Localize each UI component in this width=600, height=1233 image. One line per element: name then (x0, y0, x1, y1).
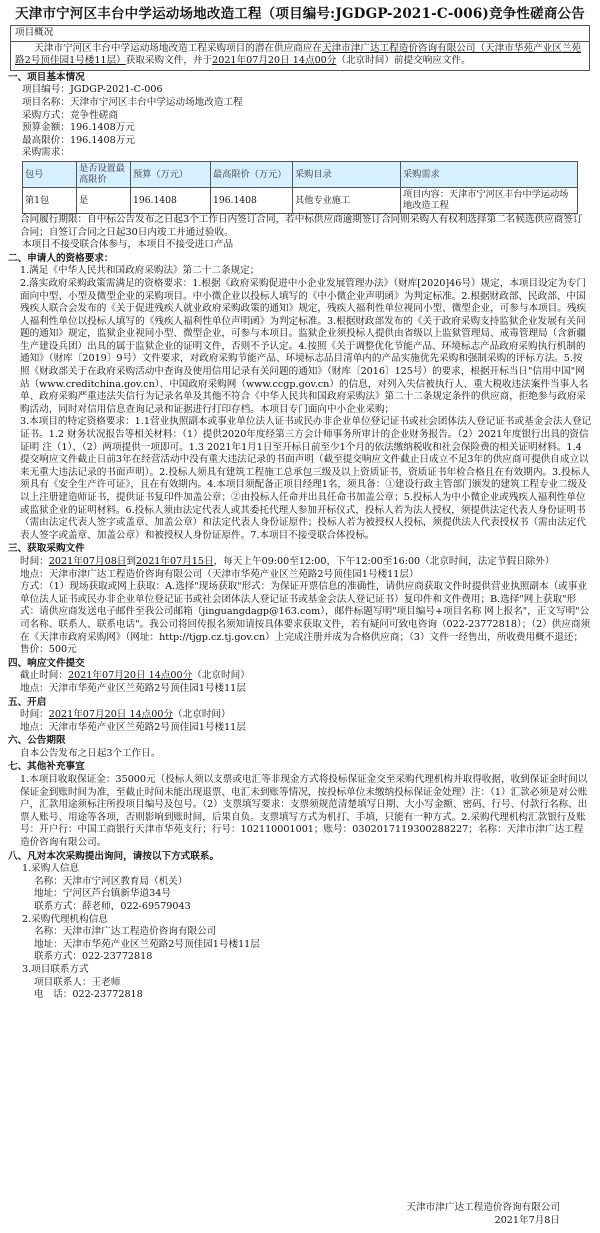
s1-line: 项目名称：天津市宁河区丰台中学运动场地改造工程 (22, 96, 243, 108)
s7-text: 1.本项目收取保证金：35000元（投标人须以支票或电汇等非现金方式将投标保证金交至采购代理机构并取得收据，收到保证金时间以保证金到账时间为准，至截止时间未能出现退票、电汇未到账等情况，按投标单位未缴纳投标保证金处理）注：（1）汇款必须是对公账户，汇款用途须标注所投项目编号及包号。（2）支票填写要求：支票须规范清楚填写日期、大小写金额、密码、行号、付款行名称、出票人账号、用途等各项，否则影响到账时间，后果自负。支票填写方式为机打、手填，只能有一种方式。2.采购代理机构汇款银行及账号：开户行：中国工商银行天津市华苑支行；行号：102110001001；账号：0302017119300288227；名称：天津市津广达工程造价咨询有限公司。 (20, 774, 588, 849)
overview-box (10, 25, 590, 71)
contact-line: 名称：天津市津广达工程造价咨询有限公司 (34, 926, 217, 938)
s4-deadline-suffix: （北京时间） (192, 670, 250, 682)
contact-line: 2.采购代理机构信息 (22, 913, 108, 925)
signature-org: 天津市津广达工程造价咨询有限公司 (406, 1202, 560, 1213)
table-header: 是否设置最高限价 (77, 161, 131, 187)
s1-line: 项目编号：JGDGP-2021-C-006 (22, 84, 163, 96)
section-5-heading: 五、开启 (8, 696, 47, 708)
s3-price: 售价：500元 (20, 644, 77, 656)
section-8-heading: 八、凡对本次采购提出询问，请按以下方式联系。 (8, 850, 220, 862)
s3-time (8, 556, 592, 569)
section-4-heading: 四、响应文件提交 (8, 657, 85, 669)
contact-line: 项目联系人：王老师 (34, 976, 121, 988)
table-header: 预算（万元） (131, 161, 211, 187)
s3-date-to: 2021年07月15日 (136, 555, 214, 567)
s4-deadline (8, 670, 592, 683)
s3-time-prefix: 时间： (20, 555, 49, 567)
overview-text-c: （北京时间）前提交响应文件。 (336, 55, 471, 67)
page-title: 天津市宁河区丰台中学运动场地改造工程（项目编号:JGDGP-2021-C-006)竞争性磋商公告 (15, 6, 585, 22)
s6-text: 自本公告发布之日起3个工作日。 (20, 747, 161, 759)
contact-line: 地址：宁河区芦台镇新华道34号 (34, 888, 171, 900)
table-cell: 第1包 (23, 187, 77, 213)
table-header: 最高限价（万元） (211, 161, 293, 187)
contact-line: 电 话：022-23772818 (34, 989, 143, 1001)
s4-deadline-value: 2021年07月20日 14点00分 (67, 670, 193, 682)
s5-time (8, 709, 592, 722)
contact-line: 3.项目联系方式 (22, 963, 89, 975)
s2-p1: 1.满足《中华人民共和国政府采购法》第二十二条规定； (20, 265, 260, 277)
contact-line: 名称：天津市宁河区教育局（机关） (34, 875, 188, 887)
section-3-heading: 三、获取采购文件 (8, 543, 85, 555)
signature-block (407, 1201, 561, 1227)
section-7-heading: 七、其他补充事宜 (8, 761, 85, 773)
section-6-heading: 六、公告期限 (8, 735, 66, 747)
overview-text-b: 获取采购文件，并于 (125, 55, 213, 67)
s3-place: 地点：天津市津广达工程造价咨询有限公司（天津市华苑产业区兰苑路2号顶佳园1号楼11层） (20, 568, 419, 580)
s5-place: 地点：天津市华苑产业区兰苑路2号顶佳园1号楼11层 (20, 721, 246, 733)
s4-place: 地点：天津市华苑产业区兰苑路2号顶佳园1号楼11层 (20, 682, 246, 694)
s1-after: 合同履行期限：自中标公告发布之日起3个工作日内签订合同，若中标供应商逾期签订合同则采购人有权利选择第二名候选供应商签订合同；自签订合同之日起30日内竣工并通过验收。 (20, 213, 583, 238)
s1-line: 采购方式：竞争性磋商 (22, 109, 118, 121)
contact-line: 地址：天津市华苑产业区兰苑路2号顶佳园1号楼11层 (34, 938, 260, 950)
table-header-row (23, 161, 578, 187)
s2-p2: 2.落实政府采购政策需满足的资格要求：1.根据《政府采购促进中小企业发展管理办法》（财库[2020]46号）规定，本项目设定为专门面向中型、小型及微型企业的采购项目。中小微企业以投标人填写的《中小微企业声明函》为判定标准。2.根据财政部、民政部、中国残疾人联合会发布的《关于促进残疾人就业政府采购政策的通知》规定，残疾人福利性单位视同小型、微型企业，可参与本项目。残疾人福利性单位以投标人填写的《残疾人福利性单位声明函》为判定标准。3.根据财政部发布的《关于政府采购支持监狱企业发展有关问题的通知》规定，监狱企业视同小型、微型企业，可参与本项目。监狱企业须投标人提供由省级以上监狱管理局、戒毒管理局（含新疆生产建设兵团）出具的属于监狱企业的证明文件，否则不予认定。4.按照《关于调整优化节能产品、环境标志产品政府采购执行机制的通知》（财库〔2019〕9号）文件要求，对政府采购节能产品、环境标志品目清单内的产品实施优先采购和强制采购的评标方法。5.按照《财政部关于在政府采购活动中查询及使用信用记录有关问题的通知》（财库〔2016〕125号）的要求，根据开标当日"信用中国"网站（www.creditchina.gov.cn）、中国政府采购网（www.ccgp.gov.cn）的信息，对列入失信被执行人、重大税收违法案件当事人名单、政府采购严重违法失信行为记录名单及其他不符合《中华人民共和国政府采购法》第二十二条规定条件的供应商，拒绝参与政府采购活动，同时对信用信息查询记录和证据进行打印存档。本项目专门面向中小企业采购； (20, 277, 589, 415)
table-cell: 196.1408 (131, 187, 211, 213)
section-2-heading: 二、申请人的资格要求： (8, 252, 114, 264)
procurement-table (22, 161, 578, 214)
table-cell: 196.1408 (211, 187, 293, 213)
s1-line: 最高限价：196.1408万元 (22, 134, 135, 146)
s1-line: 预算金额：196.1408万元 (22, 122, 135, 134)
overview-text (11, 42, 589, 70)
s2-p3: 3.本项目的特定资格要求：1.1营业执照副本或事业单位法人证书或民办非企业单位登记证书或社会团体法人登记证书或基金会法人登记证书。1.2 财务状况报告等相关材料：（1）提供2020年度经第三方会计师事务所审计的企业财务报告。（2）2021年度银行出具的资信证明 注（1）、（2）两项提供一项即可。1.3 2021年1月1日至开标日前至少1个月的依法缴纳税收和社会保险费的相关证明材料。1.4 提交响应文件截止日前3年在经营活动中没有重大违法记录的书面声明（截至提交响应文件截止日成立不足3年的供应商可提供自成立以来无重大违法记录的书面声明）。2.投标人须具有建筑工程施工总承包三级及以上资质证书，资质证书年检合格且在有效期内。3.投标人须具有《安全生产许可证》，且在有效期内。4.本项目须配备正项目经理1名，须具备：①建设行政主管部门颁发的建筑工程专业二级及以上注册建造师证书，提供证书复印件加盖公章；②由投标人任命并出具任命书加盖公章；5.投标人为中小微企业或残疾人福利性单位或监狱企业的证明材料。6.投标人须由法定代表人或其委托代理人参加开标仪式，投标人若为法人授权，须提供法定代表人身份证明书（需由法定代表人签字或盖章、加盖公章）和法定代表人身份证原件；投标人若为被授权人投标，须提供法人代表授权书（需由法定代表人签字或盖章、加盖公章）和被授权人身份证原件。7.本项目不接受联合体投标。 (20, 416, 592, 541)
contact-line: 1.采购人信息 (22, 863, 80, 875)
s3-date-from: 2021年07月08日 (48, 555, 127, 567)
document-body (8, 25, 592, 1002)
s3-date-sep: 到 (126, 555, 136, 567)
table-row (23, 187, 578, 213)
s1-line: 采购需求： (22, 147, 70, 159)
s5-time-suffix: （北京时间） (173, 709, 231, 721)
overview-text-a: 天津市宁河区丰台中学运动场地改造工程采购项目的潜在供应商应在 (34, 42, 322, 54)
signature-date: 2021年7月8日 (494, 1215, 560, 1226)
s1-after: 本项目不接受联合体参与，本项目不接受进口产品 (22, 239, 234, 251)
s3-method: 方式：（1）现场获取或网上获取：A.选择"现场获取"形式：为保证开票信息的准确性，请供应商获取文件时提供营业执照副本（或事业单位法人证书或民办非企业单位登记证书或社会团体法人登记证书或基金会法人登记证书）复印件和文件费用；B.选择"网上获取"形式：请供应商发送电子邮件至我公司邮箱（jinguangdagp@163.com），邮件标题写明"项目编号+项目名称 网上报名"，正文写明"公司名称、联系人、联系电话"。我公司将回传报名须知请按具体要求获取文件，若有疑问可致电咨询（022-23772818）；（2）供应商须在《天津市政府采购网》（网址：http://tjgp.cz.tj.gov.cn）上完成注册并成为合格供应商；（3）文件一经售出，所收费用概不退还； (20, 581, 591, 643)
s4-deadline-prefix: 截止时间： (20, 670, 68, 682)
table-cell: 项目内容：天津市宁河区丰台中学运动场地改造工程 (401, 187, 578, 213)
section-1-heading: 一、项目基本情况 (8, 71, 85, 83)
table-header: 采购需求 (401, 161, 578, 187)
table-header: 包号 (23, 161, 77, 187)
s5-time-prefix: 时间： (20, 709, 49, 721)
contact-line: 联系方式：薛老师，022-69579043 (34, 901, 191, 912)
s3-time-suffix: ，每天上午09:00至12:00，下午12:00至16:00（北京时间，法定节假日除外） (213, 555, 555, 567)
table-header: 采购目录 (293, 161, 401, 187)
overview-deadline: 2021年07月20日 14点00分 (212, 55, 337, 67)
table-cell: 其他专业施工 (293, 187, 401, 213)
overview-agency-place: 天津市津广达工程造价咨询有限公司（天津市华苑产业区兰苑路2号顶佳园1号楼11层） (15, 42, 582, 67)
s5-time-value: 2021年07月20日 14点00分 (48, 709, 174, 721)
contact-line: 联系方式：022-23772818 (34, 951, 153, 963)
overview-heading: 项目概况 (11, 26, 589, 42)
table-cell: 是 (77, 187, 131, 213)
